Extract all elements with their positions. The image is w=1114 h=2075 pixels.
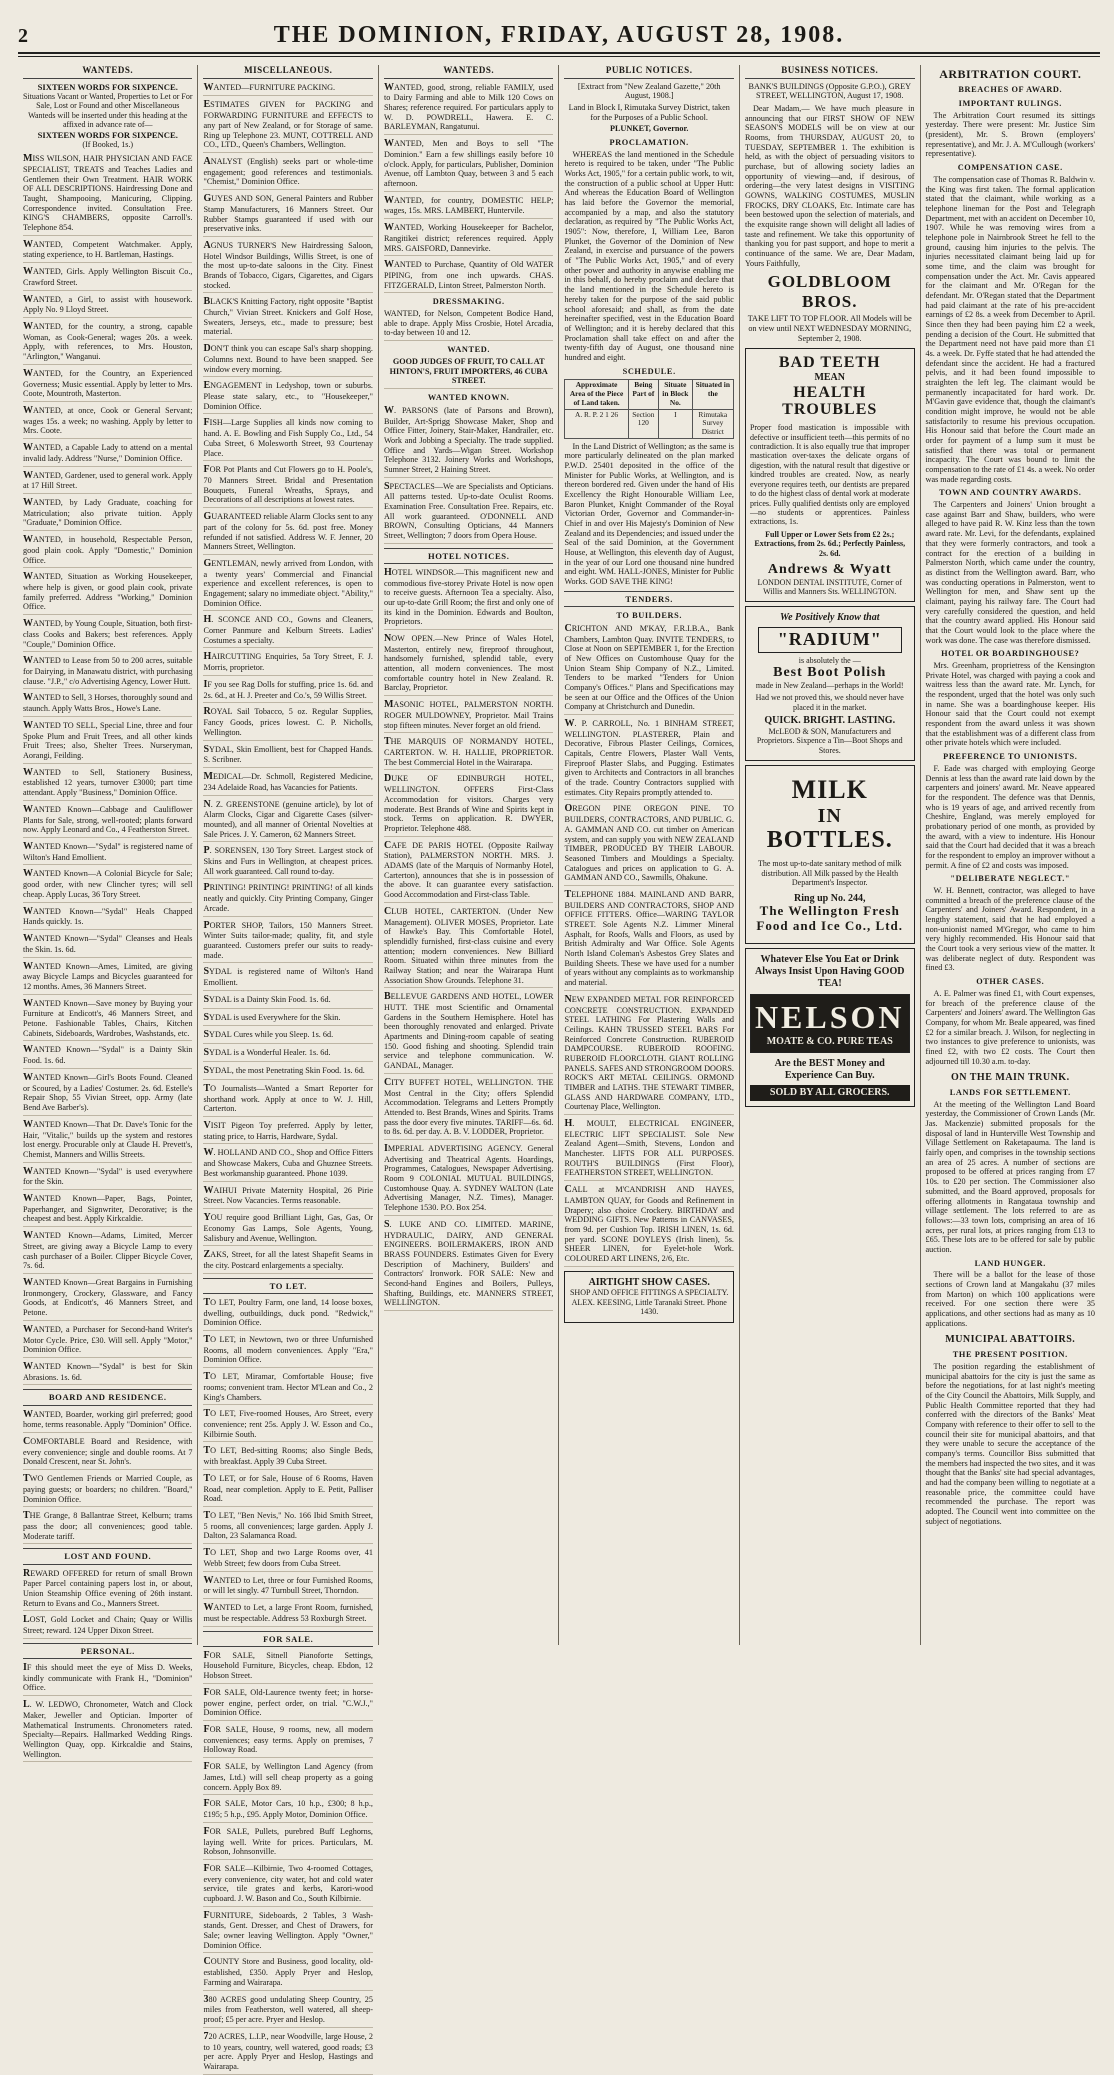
rate-notice: SIXTEEN WORDS FOR SIXPENCE. Situations Vacant or Wanted, Properties to Let or For Sale, Lost or Found and other Miscellaneous Wanteds will be inserted under this heading at the affixed in advance rate of— SIXTEEN WORDS FOR SIXPENCE. (If Booked, 1s.) <box>23 81 193 149</box>
ad-item: W. HOLLAND AND CO., Shop and Office Fitters and Showcase Makers, Cuba and Ghuznee Streets. Best workmanship guaranteed. Phone 1039. <box>203 1147 372 1181</box>
ad-item: LOST, Gold Locket and Chain; Quay or Willis Street; reward. 124 Upper Dixon Street. <box>23 1614 192 1638</box>
columns <box>18 65 1100 2071</box>
ad-item: TWO Gentlemen Friends or Married Couple, as paying guests; or boarders; no children. "Board," Dominion Office. <box>23 1473 192 1507</box>
ad-item: VISIT Pigeon Toy preferred. Apply by letter, stating price, to Harris, Hardware, Sydal. <box>203 1120 372 1144</box>
radium-polish-ad: We Positively Know that "RADIUM" is absolutely the — Best Boot Polish made in New Zealand—perhaps in the World! Had we not proved this, we should never have placed it in the market. QUICK. BRIGHT. LASTING. McLEOD & SON, Manufacturers and Proprietors. Sixpence a Tin—Boot Shops and Stores. <box>745 606 915 761</box>
ad-item: IF this should meet the eye of Miss D. Weeks, kindly communicate with Frank H., "Dominion" Office. <box>23 1662 192 1696</box>
schedule-header-cell: Situated in the <box>692 380 733 409</box>
ad-item: WANTED, Gardener, used to general work. Apply at 17 Hill Street. <box>23 470 192 494</box>
ad-item: WANTED, Competent Watchmaker. Apply, stating experience, to H. Bartleman, Hastings. <box>23 239 192 263</box>
ad-item: WANTED Known—"Sydal" Heals Chapped Hands quickly. 1s. <box>23 906 192 930</box>
goldbloom-letter: Dear Madam,— We have much pleasure in announcing that our FIRST SHOW OF NEW SEASON'S MODELS will be on view at our Rooms, from THURSDAY, AUGUST 20, to TUESDAY, SEPTEMBER 1. The exhibition is held, as with the object of persuading visitors to purchase, but of allowing society ladies an opportunity of viewing—and, if desirous, of ordering—the very latest designs in VISITING GOWNS, WALKING COSTUMES, MUSLIN FROCKS, DRY CLOAKS, Etc. Intimate care has been bestowed upon the selection of materials, and the exquisite range shown will delight all ladies of taste and refinement. We take this opportunity of thanking you for past support, and hope to merit a continuance of the same. We are, Dear Madam, Yours Faithfully, <box>744 103 915 268</box>
ad-list <box>384 405 553 544</box>
section-header: HOTEL NOTICES. <box>384 548 553 564</box>
ad-item: WANTED, Boarder, working girl preferred; good home, terms reasonable. Apply "Dominion" Office. <box>23 1409 192 1433</box>
ad-item: W. PARSONS (late of Parsons and Brown), Builder, Art-Sprigg Showcase Maker, Shop and Office Fitter, Joinery, Stair-Maker, Handrailer, etc. Work and Jobbing a Specialty. The trade supplied. Office and Yards—Wigan Street. Workshop Telephone 3132. Joinery Works and Workshops, Sumner Street, 2 Haining Street. <box>384 405 553 478</box>
ad-item: P. SORENSEN, 130 Tory Street. Largest stock of Skins and Furs in Wellington, at cheapest prices. All work guaranteed. Call round to-day. <box>203 845 372 879</box>
schedule-header-row <box>565 380 733 409</box>
newspaper-title: THE DOMINION, FRIDAY, AUGUST 28, 1908. <box>273 22 845 48</box>
ad-item: OREGON PINE OREGON PINE. TO BUILDERS, CONTRACTORS, AND PUBLIC. G. A. GAMMAN AND CO. cut timber on American system, and can supply you with NEW ZEALAND TIMBER, PRODUCED BY THEIR LABOUR. Seasoned Timbers and Mouldings a Specialty. Catalogues and prices on application to G. A. GAMMAN AND CO., Sawmills, Ohakune. <box>564 803 733 886</box>
section-header: BOARD AND RESIDENCE. <box>23 1389 192 1405</box>
column-header: WANTEDS. <box>384 65 553 79</box>
ad-item: MASONIC HOTEL, PALMERSTON NORTH. ROGER MULDOWNEY, Proprietor. Mail Trains stop fifteen minutes. Never forget an old friend. <box>384 699 553 733</box>
ad-item: FOR SALE, Pullets, purebred Buff Leghorns, laying well. Write for prices. Particulars, M. Robson, Johnsonville. <box>203 1826 372 1860</box>
ad-item: N. Z. GREENSTONE (genuine article), by lot of Alarm Clocks, Cigar and Cigarette Cases (silver-mounted), and all manner of Oriental Novelties at Sale Prices. J. Y. Cameron, 62 Manners Street. <box>203 799 372 843</box>
ad-item: MISS WILSON, HAIR PHYSICIAN AND FACE SPECIALIST, TREATS and Teaches Ladies and Gentlemen their Own Treatment. HAIR WORK OF ALL DESCRIPTIONS. Hairdressing Done and Taught, Shampooing, Manicuring, Clipping. Correspondence invited. Consultation Free. KING'S CHAMBERS, opposite Carroll's. Telephone 854. <box>23 153 192 236</box>
ad-item: WANTED, by Young Couple, Situation, both first-class Cooks and Bakers; best references. Apply "Couple," Dominion Office. <box>23 618 192 652</box>
ad-item: FOR SALE, House, 9 rooms, new, all modern conveniences; easy terms. Apply on premises, 7 Holloway Road. <box>203 1724 372 1758</box>
article-title: MUNICIPAL ABATTOIRS. <box>945 1334 1076 1346</box>
ad-item: TO LET, Miramar, Comfortable House; five rooms; convenient tram. Hector M'Lean and Co., 2 King's Chambers. <box>203 1371 372 1405</box>
ad-item: NOW OPEN.—New Prince of Wales Hotel, Masterton, entirely new, fireproof throughout, handsomely furnished, splendid table, every attention, all modern conveniences. The most comfortable country hotel in New Zealand. R. Barclay, Proprietor. <box>384 633 553 696</box>
ad-list <box>564 623 733 1267</box>
ad-item: GENTLEMAN, newly arrived from London, with a twenty years' Commercial and Financial experience and excellent references, is open to Engagement; salary no immediate object. "Ability," Dominion Office. <box>203 558 372 611</box>
gazette-extract: [Extract from "New Zealand Gazette," 20th August, 1908.] <box>577 81 721 101</box>
ad-item: ZAKS, Street, for all the latest Shapefit Seams in the city. Postcard enlargements a specialty. <box>203 1249 372 1273</box>
ad-item: IMPERIAL ADVERTISING AGENCY. General Advertising and Theatrical Agents. Hoardings, Programmes, Catalogues, Newspaper Advertising. Room 9 COLONIAL MUTUAL BUILDINGS, Customhouse Quay. A. SYDNEY WALTON (Late Advertising Manager, N.Z. Times), Manager. Telephone 1530. P.O. Box 254. <box>384 1143 553 1216</box>
ad-item: WANTED, a Purchaser for Second-hand Writer's Motor Cycle. Price, £30. Will sell. Apply "Motor," Dominion Office. <box>23 1324 192 1358</box>
section-header: PERSONAL. <box>23 1643 192 1659</box>
milk-bottles-ad: MILK IN BOTTLES. The most up-to-date sanitary method of milk distribution. All Milk passed by the Health Department's Inspector. Ring up No. 244, The Wellington Fresh Food and Ice Co., Ltd. <box>745 765 915 944</box>
ad-item: HAIRCUTTING Enquiries, 5a Tory Street, F. J. Morris, proprietor. <box>203 651 372 675</box>
ad-item: COUNTY Store and Business, good locality, old-established, £350. Apply Pryer and Heslop, Farming and Wairarapa. <box>203 1956 372 1990</box>
section-subhead: WANTED KNOWN. <box>427 392 510 402</box>
schedule-cell: I <box>658 409 692 438</box>
ad-item: SYDAL Cures while you Sleep. 1s. 6d. <box>203 1029 372 1044</box>
ad-item: WANTED Known—"Sydal" is best for Skin Abrasions. 1s. 6d. <box>23 1361 192 1385</box>
ad-item: WANTED TO SELL, Special Line, three and four Spoke Plum and Fruit Trees, and all other kinds Fruit Trees; also, Shelter Trees. Nurseryman, Aorangi, Feilding. <box>23 720 192 764</box>
ad-item: THE MARQUIS OF NORMANDY HOTEL, CARTERTON. W. H. HALLIE, PROPRIETOR. The best Commercial Hotel in the Wairarapa. <box>384 736 553 770</box>
ad-item: THE Grange, 8 Ballantrae Street, Kelburn; trams pass the door; all conveniences; good table. Moderate tariff. <box>23 1510 192 1544</box>
land-title: Land in Block I, Rimutaka Survey District, taken for the Purposes of a Public School. <box>568 102 730 122</box>
schedule-cell: Section 120 <box>628 409 658 438</box>
ad-item: ROYAL Sail Tobacco, 5 oz. Regular Supplies, Fancy Goods, prices lowest. C. P. Nicholls, Wellington. <box>203 706 372 740</box>
ad-item: WANTED, Men and Boys to sell "The Dominion." Earn a few shillings easily before 10 o'clock. Apply, for particulars, Publisher, Dominion Avenue, off Lambton Quay, between 3 and 5 each afternoon. <box>384 138 553 191</box>
nelson-logo: NELSON MOATE & CO. PURE TEAS <box>750 994 910 1053</box>
ad-item: PRINTING! PRINTING! PRINTING! of all kinds neatly and quickly. City Printing Company, Ginger Arcade. <box>203 882 372 916</box>
ad-item: FOR SALE, Sitnell Pianoforte Settings, Household Furniture, Bicycles, cheap. Ebdon, 12 Hobson Street. <box>203 1650 372 1684</box>
ad-item: COMFORTABLE Board and Residence, with every convenience; single and double rooms. At 7 Donald Crescent, near St. John's. <box>23 1436 192 1470</box>
ad-item: IF you see Rag Dolls for stuffing, price 1s. 6d. and 2s. 6d., at H. J. Preeter and Co.'s, 59 Willis Street. <box>203 679 372 703</box>
ad-item: TO LET, Five-roomed Houses, Aro Street, every convenience; rent 25s. Apply J. W. Esson and Co., Kilbirnie South. <box>203 1408 372 1442</box>
article-subhead: BREACHES OF AWARD. <box>958 85 1063 95</box>
schedule-cell: A. R. P. 2 1 26 <box>565 409 628 438</box>
ad-item: WANTED Known—Adams, Limited, Mercer Street, are giving away a Bicycle Lamp to every cash purchaser of a Boiler. Clipper Bicycle Cover, 7s. 6d. <box>23 1230 192 1274</box>
ad-item: TO Journalists—Wanted a Smart Reporter for shorthand work. Apply at once to W. J. Hill, Carterton. <box>203 1083 372 1117</box>
ad-item: REWARD OFFERED for return of small Brown Paper Parcel containing papers lost in, or about, Union Steamship Office evening of 26th instant. Return to Evans and Co., Manners Street. <box>23 1568 192 1612</box>
schedule-header-cell: Situate in Block No. <box>658 380 692 409</box>
ad-list <box>23 153 192 1385</box>
article-subhead: THE PRESENT POSITION. <box>952 1350 1068 1360</box>
article-paragraph: F. Eade was charged with employing George Dennis at less than the award rate laid down by the carpenters and joiners' award. Mr. Neave appeared for the respondent. The defence was that Dennis, who is 19 years of age, and arrived recently from Cheshire, England, was merely employed for probationary period of one month, as provided by the award, with a view to indenture. His Honour said that the Court had decided that it was a breach for the respondent to employ an improver without a permit. A fine of £2 and costs was imposed. <box>925 763 1096 870</box>
ad-item: FOR Pot Plants and Cut Flowers go to H. Poole's, 70 Manners Street. Bridal and Presentation Bouquets, Funeral Wreaths, Sprays, and Decorations of all descriptions at lowest rates. <box>203 464 372 508</box>
article-subhead: "DELIBERATE NEGLECT." <box>950 874 1071 884</box>
ad-item: WANTED, good, strong, reliable FAMILY, used to Dairy Farming and able to Milk 120 Cows on Shares; reference required. For particulars apply to W. D. POWDRELL, Hawera. E. C. BARLEYMAN, Rangatunui. <box>384 82 553 135</box>
ad-item: FISH—Large Supplies all kinds now coming to hand. A. E. Bowling and Fish Supply Co., Ltd., 54 Cuba Street, 6 Molesworth Street, 93 Courtenay Place. <box>203 417 372 461</box>
ad-item: WANTED to Let, three or four Furnished Rooms, or will let singly. 47 Turnbull Street, Thorndon. <box>203 1575 372 1599</box>
ad-item: SYDAL, Skin Emollient, best for Chapped Hands. S. Scribner. <box>203 744 372 768</box>
goldbloom-note: TAKE LIFT TO TOP FLOOR. All Models will be on view until NEXT WEDNESDAY MORNING, September 2, 1908. <box>747 314 912 343</box>
ad-list <box>23 1662 192 1762</box>
article-subhead: LANDS FOR SETTLEMENT. <box>949 1088 1071 1097</box>
ad-item: SYDAL is registered name of Wilton's Hand Emollient. <box>203 966 372 990</box>
article-subhead: OTHER CASES. <box>976 977 1045 987</box>
ad-item: WANTED, for the country, a strong, capable Woman, as Cook-General; wages 20s. a week. Apply, with references, to Mrs. Houston, "Arlington," Wanganui. <box>23 321 192 365</box>
ad-item: ESTIMATES GIVEN for PACKING and FORWARDING FURNITURE and EFFECTS to any part of New Zealand, or for Storage of same. Ring up Telephone 23. MUNT, COTTRELL AND CO., LTD., Queen's Chambers, Wellington. <box>203 99 372 152</box>
ad-item: YOU require good Brilliant Light, Gas, Gas, Or Economy Gas Lamps, Sole Agents, Young, Salisbury and Avenue, Wellington. <box>203 1212 372 1246</box>
section-header: TO LET. <box>203 1278 372 1294</box>
article-paragraph: The Arbitration Court resumed its sittings yesterday. There were present: Mr. Justice Sim (president), Mr. S. Brown (employers' representative), and Mr. J. A. M'Cullough (workers' representative). <box>925 110 1096 159</box>
ad-item: TO LET, Poultry Farm, one land, 14 loose boxes, dwelling, outbuildings, duck pond. "Redwick," Dominion Office. <box>203 1297 372 1331</box>
ad-list <box>384 1143 553 1311</box>
article-title: ON THE MAIN TRUNK. <box>950 1072 1070 1084</box>
ad-item: NEW EXPANDED METAL FOR REINFORCED CONCRETE CONSTRUCTION. EXPANDED STEEL LATHING For Plastering Walls and Ceilings. KAHN TRUSSED STEEL BARS For Reinforced Concrete Construction. RUBEROID DAMPCOURSE. RUBEROID ROOFING. RUBEROID FLOORCLOTH. GIANT ROLLING PANELS. SAFES AND STRONGROOM DOORS. ROCK'S ART METAL CEILINGS. ORMOND TIMBER and LATHS. THE STEWART TIMBER, GLASS AND HARDWARE COMPANY, LTD., Courtenay Place, Wellington. <box>564 994 733 1115</box>
ad-item: TO LET, in Newtown, two or three Unfurnished Rooms, all modern conveniences. Apply "Era," Dominion Office. <box>203 1334 372 1368</box>
article-paragraph: A. E. Palmer was fined £1, with Court expenses, for breach of the preference clause of the Carpenters' and Joiners' award. The Wellington Gas Company, for whom Mr. Beale appeared, was fined £2 for a similar breach. J. Wilson, for neglecting in two instances to give preference to unionists, was fined £2, with two £2 costs. The Court then adjourned till 10.30 a.m. to-day. <box>925 988 1096 1066</box>
article-paragraph: At the meeting of the Wellington Land Board yesterday, the Commissioner of Crown Lands (Mr. Jas. Mackenzie) submitted proposals for the disposal of land in Hunterville West Township and Village Settlement on Raketapauma. The land is fairly open, and comprises in the township sections an area of 25 acres. A number of sections are proposed to be offered at prices ranging from £7 10s. to £20 per section. The Commissioner also submitted, and the Board approved, proposals for offering allotments in Rangataua township and village settlement. The lots referred to are as follows:—33 town lots, comprising an area of 16 acres, per rural lots, at prices ranging from £13 to £65. These lots are to be offered for sale by public auction. <box>925 1099 1096 1254</box>
column-header: WANTEDS. <box>23 65 192 79</box>
ad-item: PORTER SHOP, Tailors, 150 Manners Street. Winter Suits tailor-made; quality, fit, and style guaranteed. Customers prefer our suits to ready-made. <box>203 920 372 964</box>
column-wanteds-2 <box>379 65 559 1645</box>
ad-item: WANTED, Situation as Working Housekeeper, where help is given, or good plain cook, private family preferred. Address "Working," Dominion Office. <box>23 571 192 615</box>
ad-item: WANTED to Lease from 50 to 200 acres, suitable for Dairying, in Manawatu district, with purchasing clause. "J.P.," c/o Advertising Agency, Lower Hutt. <box>23 655 192 689</box>
column-header: BUSINESS NOTICES. <box>745 65 915 79</box>
section-subhead: DRESSMAKING. <box>432 297 505 307</box>
ad-item: WANTED Known—A Colonial Bicycle for Sale; good order, with new Clincher tyres; will sell cheap. Apply Lucas, 36 Tory Street. <box>23 868 192 902</box>
ad-item: FOR SALE, by Wellington Land Agency (from James, Ltd.) will sell cheap property as a going concern. Apply Box 89. <box>203 1761 372 1795</box>
section-header: LOST AND FOUND. <box>23 1548 192 1564</box>
article-paragraph: There will be a ballot for the lease of those sections of Crown land at Mangakahu (37 miles from Marton) on which 100 applications were received. For one section there were 35 applications, and other sections had as many as 10 applications. <box>925 1270 1096 1328</box>
ad-list <box>23 1568 192 1639</box>
ad-item: TELEPHONE 1884. MAINLAND AND BARR, BUILDERS AND CONTRACTORS, SHOP AND OFFICE FITTERS. Office—WARING TAYLOR STREET. Sole Agents N.Z. Limmer Mineral Asphalt, for Roofs, Walls and Floors, as used by British Admiralty and War Office. Sole Agents North Island Coleman's Asbestos Grey Slates and Building Sheets. These we have used for a number of years without any complaints as to workmanship and material. <box>564 889 733 991</box>
column-business-notices <box>740 65 921 1645</box>
ad-list <box>203 1297 372 1627</box>
ad-list <box>384 82 553 294</box>
article-subhead: PREFERENCE TO UNIONISTS. <box>943 752 1078 762</box>
ad-item: SYDAL is a Dainty Skin Food. 1s. 6d. <box>203 994 372 1009</box>
ad-item: WANTED, Girls. Apply Wellington Biscuit Co., Crawford Street. <box>23 266 192 290</box>
masthead-rule <box>18 56 1100 57</box>
ad-item: WANTED to Let, a large Front Room, furnished, must be respectable. Address 53 Roxburgh Street. <box>203 1602 372 1626</box>
ad-item: 720 ACRES, L.I.P., near Woodville, large House, 2 to 10 years, country, well watered, good roads; £3 per acre. Apply Pryer and Heslop, Hastings and Wairarapa. <box>203 2031 372 2075</box>
ad-list <box>23 1409 192 1545</box>
schedule-title: SCHEDULE. <box>622 366 676 376</box>
article-subhead: TOWN AND COUNTRY AWARDS. <box>939 488 1082 498</box>
governor-signature: PLUNKET, Governor. <box>609 124 689 134</box>
article-paragraph: Mrs. Greenham, proprietress of the Kensington Private Hotel, was charged with paying a cook and waitress less than the award rate. Mr. Lynch, for the respondent, urged that the hotel was only such in name. She was a boardinghouse keeper. His Honour said that the Court could not exempt respondent from the award unless it was shown that the establishment was of a different class from other private hotels which were included. <box>925 661 1096 748</box>
schedule-cell: Rimutaka Survey District <box>692 409 733 438</box>
ad-item: BELLEVUE GARDENS AND HOTEL, LOWER HUTT. THE most Scientific and Ornamental Gardens in the Southern Hemisphere. Hotel has been thoroughly renovated and enlarged. Private Apartments and Dining-room capable of seating 150. Good fishing and shooting. Splendid train service and telephone communication. W. GANDAL, Manager. <box>384 991 553 1074</box>
ad-item: AGNUS TURNER'S New Hairdressing Saloon, Hotel Windsor Buildings, Willis Street, is one of the most up-to-date saloons in the City. Finest Brands of Tobacco, Cigars, Cigarettes, and Cigars stocked. <box>203 240 372 293</box>
section-header: TENDERS. <box>564 591 733 607</box>
ad-item: TO LET, Bed-sitting Rooms; also Single Beds, with breakfast. Apply 39 Cuba Street. <box>203 1445 372 1469</box>
article-subhead: LAND HUNGER. <box>974 1258 1046 1268</box>
section-subhead: WANTED. <box>447 345 491 355</box>
ad-list <box>203 1650 372 2075</box>
proclamation-body: WHEREAS the land mentioned in the Schedule hereto is required to be taken, under "The Public Works Act, 1905," for a certain public work, to wit, the construction of a public school at Upper Hutt: And whereas the Education Board of Wellington has laid before the Governor the memorial, accompanied by a map, and also the statutory declaration, as required by "The Public Works Act, 1905": Now, therefore, I, William Lee, Baron Plunket, the Governor of the Dominion of New Zealand, in exercise and pursuance of the powers of "The Public Works Act, 1905," and of every other power and authority in anywise enabling me in this behalf, do hereby proclaim and declare that the land mentioned in the Schedule hereto is hereby taken for the purpose of the said public school aforesaid; and shall, as from the date hereinafter specified, vest in the Education Board of Wellington; and it is hereby declared that this Proclamation shall take effect on and after the twenty-fifth day of August, one thousand nine hundred and eight. <box>564 149 734 362</box>
ad-item: HOTEL WINDSOR.—This magnificent new and commodious five-storey Private Hotel is now open to receive guests. Afternoon Tea a specialty. Also, our up-to-date Grill Room; the first and only one of its kind in the Dominion. Edwards and Boulton, Proprietors. <box>384 567 553 630</box>
ad-item: FOR SALE, Old-Laurence twenty feet; in horse-power engine, perfect order, on trial. "C.W.J.," Dominion Office. <box>203 1687 372 1721</box>
ad-item: WANTED, by Lady Graduate, coaching for Matriculation; also private tuition. Apply "Graduate," Dominion Office. <box>23 497 192 531</box>
proclamation-tail: In the Land District of Wellington; as the same is more particularly delineated on the plan marked P.W.D. 25401 deposited in the office of the Minister for Public Works, at Wellington, and is thereon bordered red. Given under the hand of His Excellency the Right Honourable William Lee, Baron Plunket, Knight Commander of the Royal Victorian Order, Governor and Commander-in-Chief in and over His Majesty's Dominion of New Zealand and its Dependencies; and issued under the Seal of the said Dominion, at the Government House, at Wellington, this eleventh day of August, in the year of our Lord one thousand nine hundred and eight. WM. HALL-JONES, Minister for Public Works. GOD SAVE THE KING! <box>564 441 734 587</box>
proclamation-title: PROCLAMATION. <box>609 137 689 147</box>
ad-item: WANTED, a Girl, to assist with housework. Apply No. 9 Lloyd Street. <box>23 294 192 318</box>
ad-item: CAFE DE PARIS HOTEL (Opposite Railway Station), PALMERSTON NORTH. MRS. J. ADAMS (late of the Marquis of Normanby Hotel, Carterton), announces that she is in possession of the above. It can guarantee every satisfaction. Good Accommodation and First-class Table. <box>384 840 553 903</box>
ad-item: WAIHUI Private Maternity Hospital, 26 Pirie Street. Now Vacancies. Terms reasonable. <box>203 1185 372 1209</box>
ad-item: FOR SALE, Motor Cars, 10 h.p., £300; 8 h.p., £195; 5 h.p., £95. Apply Motor, Dominion Office. <box>203 1798 372 1822</box>
column-public-notices <box>559 65 739 1645</box>
ad-item: DUKE OF EDINBURGH HOTEL, WELLINGTON. OFFERS First-Class Accommodation for visitors. Charges very moderate. Best Brands of Wine and Spirits kept in stock. Terms on application. R. DWYER, Proprietor. Telephone 488. <box>384 773 553 836</box>
article-subhead: IMPORTANT RULINGS. <box>958 98 1062 108</box>
section-header: FOR SALE. <box>203 1631 372 1647</box>
ad-item: WANTED, at once, Cook or General Servant; wages 15s. a week; no washing. Apply by letter to Mrs. Coote. <box>23 405 192 439</box>
dental-ad: BAD TEETH MEAN HEALTH TROUBLES Proper food mastication is impossible with defective or insufficient teeth—this permits of no contradiction. It is also equally true that improper mastication over-taxes the delicate organs of digestion, with the natural result that digestive or kindred troubles are created. Now, as nearly everyone requires teeth, our dentists are prepared to do the highest class of dental work at moderate prices. Fully qualified dentists only are employed—no students or apprentices. Painless extractions, 1s. Full Upper or Lower Sets from £2 2s.; Extractions, from 2s. 6d.; Perfectly Painless, 2s. 6d. Andrews & Wyatt LONDON DENTAL INSTITUTE, Corner of Willis and Manners Sts. WELLINGTON. <box>745 348 915 602</box>
ad-item: WANTED Known—"Sydal" Cleanses and Heals the Skin. 1s. 6d. <box>23 933 192 957</box>
ad-item: FURNITURE, Sideboards, 2 Tables, 3 Wash-stands, Gent. Dresser, and Chest of Drawers, for Sale; owner leaving Wellington. Apply "Owner," Dominion Office. <box>203 1910 372 1954</box>
ad-item: WANTED Known—That Dr. Dave's Tonic for the Hair, "Vitalic," builds up the system and restores lost energy. Procurable only at Claude H. Prevett's, Chemist, Manners and Willis Streets. <box>23 1119 192 1163</box>
ad-item: SYDAL is used Everywhere for the Skin. <box>203 1012 372 1027</box>
schedule-header-cell: Approximate Area of the Piece of Land taken. <box>565 380 628 409</box>
schedule-data-row <box>565 409 733 438</box>
ad-item: MEDICAL—Dr. Schmoll, Registered Medicine, 234 Adelaide Road, has Vacancies for Patients. <box>203 771 372 795</box>
ad-item: TO LET, or for Sale, House of 6 Rooms, Haven Road, near completion. Apply to E. Petit, Palliser Road. <box>203 1473 372 1507</box>
masthead <box>18 22 1100 54</box>
goldbloom-address: BANK'S BUILDINGS (Opposite G.P.O.), GREY STREET, WELLINGTON, August 17, 1908. <box>748 81 911 101</box>
ad-item: CALL at M'CANDRISH AND HAYES, LAMBTON QUAY, for Goods and Refinement in Drapery; also choice Crockery. BIRTHDAY and WEDDING GIFTS. New Patterns in CANVASES, from 9d. per Cushion Top. IRISH LINEN, 1s. 6d. per yard. SCONE DOYLEYS (Irish linen), 5s. SHEER LINEN, for Eyelet-hole Work. COLOURED ART LINENS, 2/6, Etc. <box>564 1184 733 1267</box>
ad-item: WANTED Known—"Sydal" is a Dainty Skin Food. 1s. 6d. <box>23 1044 192 1068</box>
article-subhead: COMPENSATION CASE. <box>957 163 1063 173</box>
ad-item: ENGAGEMENT in Ledyshop, town or suburbs. Please state salary, etc., to "Housekeeper," Dominion Office. <box>203 380 372 414</box>
ad-item: WANTED to Purchase, Quantity of Old WATER PIPING, from one inch upwards. CHAS. FITZGERALD, Linton Street, Palmerston North. <box>384 259 553 293</box>
column-miscellaneous <box>198 65 378 2071</box>
article-title: ARBITRATION COURT. <box>939 67 1082 81</box>
ad-item: S. LUKE AND CO. LIMITED. MARINE, HYDRAULIC, DAIRY, AND GENERAL ENGINEERS. BOILERMAKERS, IRON AND BRASS FOUNDERS. Estimates Given for Every Description of Machinery, Builders' and Contractors' Ironwork. FOR SALE: New and Second-hand Engines and Boilers, Pulleys, Shafting, Buildings, etc. MANNERS STREET, WELLINGTON. <box>384 1219 553 1311</box>
ad-item: WANTED—FURNITURE PACKING. <box>203 82 372 97</box>
airtight-ad: AIRTIGHT SHOW CASES. SHOP AND OFFICE FITTINGS A SPECIALTY. ALEX. KEESING, Little Taranaki Street. Phone 1430. <box>564 1271 733 1323</box>
ad-item: CLUB HOTEL, CARTERTON. (Under New Management). OLIVER MOSES, Proprietor. Late of Hawke's Bay. This Comfortable Hotel, splendidly furnished, first-class cuisine and every attention; modern conveniences. New Billiard Room. Situated within three minutes from the Railway Station; and near the Wairarapa Hunt Association Show Grounds. Telephone 31. <box>384 906 553 989</box>
article-paragraph: The Carpenters and Joiners' Union brought a case against Barr and Shaw, builders, who were alleged to have paid R. W. Kinz less than the town award rate. Mr. Levi, for the defendants, explained that they were formerly contractors, and took a contract for the erection of a building in Palmerston North, which came under the country, as distinct from the Wellington award. Barr, who was conducting operations in Palmerston, went to Wellington for men, and Shaw sent up the claimant, paying his railway fare. The Court had very carefully considered the question, and held that the country award applied. His Honour said that the Court would look to the place where the work was done. The case was therefore dismissed. <box>925 500 1096 645</box>
ad-item: CRICHTON AND M'KAY, F.R.I.B.A., Bank Chambers, Lambton Quay. INVITE TENDERS, to Close at Noon on SEPTEMBER 1, for the Erection of New Offices on Customhouse Quay for the Union Steam Ship Company of N.Z., Limited. Tenders to be marked "Tenders for Union Company's Offices." Plans and Specifications may be seen at our Office and the Offices of the Union Company at Christchurch and Dunedin. <box>564 623 733 715</box>
ad-item: WANTED Known—Paper, Bags, Pointer, Paperhanger, and Signwriter, Decorative; is the cheapest and best. Apply Kirkcaldie. <box>23 1193 192 1227</box>
ad-item: CITY BUFFET HOTEL, WELLINGTON. THE Most Central in the City; offers Splendid Accommodation. Telegrams and Letters Promptly Attended to. Best Brands, Wines and Spirits. Trams pass the door every five minutes. TARIFF—6s. 6d. to 8s. 6d. per day. A. B. V. LODDER, Proprietor. <box>384 1077 553 1140</box>
ad-item: WANTED Known—Cabbage and Cauliflower Plants for Sale, strong, well-rooted; plants forward now. Apply Leonard and Co., 4 Featherston Street. <box>23 804 192 838</box>
ad-item: GUYES AND SON, General Painters and Rubber Stamp Manufacturers, 16 Manners Street. Our Rubber Stamps guaranteed if used with our preservative inks. <box>203 193 372 237</box>
goldbloom-logo: GOLDBLOOM BROS. <box>767 272 892 312</box>
ad-item: GUARANTEED reliable Alarm Clocks sent to any part of the colony for 5s. 6d. post free. Money refunded if not satisfied. Address W. F. Jenner, 20 Manners Street, Wellington. <box>203 511 372 555</box>
column-header: PUBLIC NOTICES. <box>564 65 733 79</box>
ad-item: W. P. CARROLL, No. 1 BINHAM STREET, WELLINGTON. PLASTERER, Plain and Decorative, Fibrous Plaster Ceilings, Cornices, Capitals, Centre Flowers, Plaster Wall Vents, Fireproof Plaster Slabs, and Pugging. Estimates given to Architects and Contractors in all branches of the trade. Country Contractors supplied with estimates. City Repairs promptly attended to. <box>564 718 733 801</box>
schedule-header-cell: Being Part of <box>628 380 658 409</box>
ad-list <box>384 567 553 1140</box>
ad-item: SYDAL, the most Penetrating Skin Food. 1s. 6d. <box>203 1065 372 1080</box>
column-arbitration <box>921 65 1100 1645</box>
ad-item: H. MOULT, ELECTRICAL ENGINEER, ELECTRIC LIFT SPECIALIST. Sole New Zealand Agent—Smith, Stevens, London and Manchester. LIFTS FOR ALL PURPOSES. ROUTH'S BUILDINGS (First Floor), FEATHERSTON STREET, WELLINGTON. <box>564 1118 733 1181</box>
article-subhead: HOTEL OR BOARDINGHOUSE? <box>941 649 1080 659</box>
ad-item: SYDAL is a Wonderful Healer. 1s. 6d. <box>203 1047 372 1062</box>
ad-item: BLACK'S Knitting Factory, right opposite "Baptist Church," Vivian Street. Knickers and Golf Hose, Sweaters, Jerseys, etc., made to pressure; best material. <box>203 296 372 340</box>
section-subhead: TO BUILDERS. <box>616 610 682 620</box>
ad-item: WANTED, for country, DOMESTIC HELP; wages, 15s. MRS. LAMBERT, Huntervile. <box>384 195 553 219</box>
column-wanteds <box>18 65 198 1759</box>
ad-item: WANTED Known—Great Bargains in Furnishing Ironmongery, Crockery, Glassware, and Fancy Goods, at Endicott's, 46 Manners Street, and Petone. <box>23 1277 192 1321</box>
ad-item: H. SCONCE AND CO., Gowns and Cleaners, Corner Panmure and Kelburn Streets. Ladies' Costumes a specialty. <box>203 614 372 648</box>
ad-item: WANTED Known—Girl's Boots Found. Cleaned or Scoured, by a Ladies' Costumer. 2s. 6d. Estelle's Repair Shop, 55 Vivian Street, opp. Army (late Bend Ave Barber's). <box>23 1072 192 1116</box>
ad-item: WANTED Known—Ames, Limited, are giving away Bicycle Lamps and Bicycles guaranteed for 12 months. Ames, 36 Manners Street. <box>23 961 192 995</box>
ad-item: WANTED, for the Country, an Experienced Governess; Music essential. Apply by letter to Mrs. Coote, Mountroth, Masterton. <box>23 368 192 402</box>
page-number: 2 <box>18 25 28 47</box>
ad-item: WANTED to Sell, Stationery Business, established 12 years, turnover £3000; part time attendant. Apply "Business," Dominion Office. <box>23 767 192 801</box>
nelson-tea-ad: Whatever Else You Eat or Drink Always Insist Upon Having GOOD TEA! NELSON MOATE & CO. PURE TEAS Are the BEST Money and Experience Can Buy. SOLD BY ALL GROCERS. <box>745 948 915 1107</box>
ad-item: WANTED, in household, Respectable Person, good plain cook. Apply "Domestic," Dominion Office. <box>23 534 192 568</box>
ad-list <box>203 82 372 1274</box>
ad-item: WANTED, a Capable Lady to attend on a mental invalid lady. Address "Nurse," Dominion Office. <box>23 442 192 466</box>
ad-item: WANTED Known—Save money by Buying your Furniture at Endicott's, 46 Manners Street, and Petone. Fashionable Tables, Chairs, Kitchen Cabinets, Sideboards, Wardrobes, Washstands, etc. <box>23 998 192 1042</box>
ad-item: SPECTACLES—We are Specialists and Opticians. All patterns tested. Up-to-date Oculist Rooms. Examination Free. Consultation Free. Repairs, etc. All work guaranteed. O'DONNELL AND BROWN, Consulting Opticians, 44 Manners Street, Wellington; 7 doors from Opera House. <box>384 481 553 544</box>
column-header: MISCELLANEOUS. <box>203 65 372 79</box>
ad-item: FOR SALE—Kilbirnie, Two 4-roomed Cottages, every convenience, city water, hot and cold water service, tile grates and kerbs, Karori-wood cupboard. J. W. Bason and Co., South Kilbirnie. <box>203 1863 372 1907</box>
article-paragraph: The compensation case of Thomas R. Baldwin v. the King was first taken. The formal application stated that the claimant, while working as a telephone lineman for the Post and Telegraph Department, met with an accident on December 10, 1907. While he was removing wires from a telephone pole in Nairnbrook Street he fell to the ground, causing him injuries to the pelvis. The injuries necessitated claimant being laid up for some time, and the claim was brought for compensation under the Act. Mr. Cavis appeared for the claimant and Mr. O'Regan for the defendant. Mr. O'Regan stated that the Department had paid claimant at the rate of his pre-accident earnings of £2 8s. a week from December to April. Since then they had been paying him £2 a week, pending a decision of the Court. He submitted that the Department need not have paid more than £1 4s. a week. Dr. Fyffe stated that he had attended the defendant since the accident. He had a fractured pelvis, and it had been found impossible to straighten the left leg. The claimant would be permanently incapacitated for hard work. Dr. M'Gavin gave evidence that, though the claimant's condition might improve, he would not be able satisfactorily to resume his previous occupation. His Honour said that before the Court made an order for payment of a lump sum it must be satisfied that there was total or permanent incapacity. The Court was bound to limit the compensation to the rate of £1 4s. a week. No order was made regarding costs. <box>925 174 1096 484</box>
ad-item: WANTED Known—"Sydal" is registered name of Wilton's Hand Emollient. <box>23 841 192 865</box>
ad-item: 380 ACRES good undulating Sheep Country, 25 miles from Featherston, well watered, all sheep-proof; £5 per acre. Pryer and Heslop. <box>203 1994 372 2028</box>
schedule-table <box>564 379 733 438</box>
article-paragraph: The position regarding the establishment of municipal abattoirs for the city is just the same as before the negotiations, for at last night's meeting of the City Council the Abattoirs, Milk Supply, and Public Health Committee reported that they had conferred with the directors of the Banks' Meat Company with reference to their offer to sell to the council their site for municipal abattoirs, and that they were unable to secure the acceptance of the company's terms. Councillor Biss submitted that the members had inspected the two sites, and it was thought that the Banks' site had special advantages, and had the company been willing to negotiate at a reasonable price, the committee could have recommended the purchase. The report was adopted. The Council went into committee on the subject of negotiations. <box>925 1361 1096 1526</box>
ad-item: WANTED, Working Housekeeper for Bachelor, Rangitikei district; references required. Apply MRS. GAISFORD, Dannevirke. <box>384 222 553 256</box>
ad-item: TO LET, Shop and two Large Rooms over, 41 Webb Street; few doors from Cuba Street. <box>203 1547 372 1571</box>
ad-item: GOOD JUDGES OF FRUIT, TO CALL AT HINTON'S, FRUIT IMPORTERS, 46 CUBA STREET. <box>384 357 553 389</box>
ad-item: WANTED Known—"Sydal" is used everywhere for the Skin. <box>23 1166 192 1190</box>
ad-item: L. W. LEDWO, Chronometer, Watch and Clock Maker, Jeweller and Optician. Importer of Mathematical Instruments. Chronometers rated. Specialty—Repairs. Hallmarked Wedding Rings. Wellington Quay, opp. Kirkcaldie and Stains, Wellington. <box>23 1699 192 1762</box>
ad-item: ANALYST (English) seeks part or whole-time engagement; good references and testimonials. "Chemist," Dominion Office. <box>203 156 372 190</box>
ad-item: WANTED, for Nelson, Competent Bodice Hand, able to drape. Apply Miss Crosbie, Hotel Arcadia, to-day between 10 and 12. <box>384 309 553 341</box>
article-paragraph: W. H. Bennett, contractor, was alleged to have committed a breach of the preference clause of the Carpenters' and Joiners' Award. Respondent, in a lengthy statement, said that he had employed a non-unionist named M'Gregor, who came to him very highly recommended. His Honour said that the Court took a very serious view of the matter. It was deliberate neglect of duty. Respondent was fined £3. <box>925 886 1096 973</box>
ad-item: WANTED to Sell, 3 Horses, thoroughly sound and staunch. Apply Watts Bros., Howe's Lane. <box>23 692 192 716</box>
ad-item: TO LET, "Ben Nevis," No. 166 Ibid Smith Street, 5 rooms, all conveniences; large garden. Apply J. Dalton, 23 Salamanca Road. <box>203 1510 372 1544</box>
ad-item: DON'T think you can escape Sal's sharp shopping. Columns next. Bound to have been snapped. See window every morning. <box>203 343 372 377</box>
